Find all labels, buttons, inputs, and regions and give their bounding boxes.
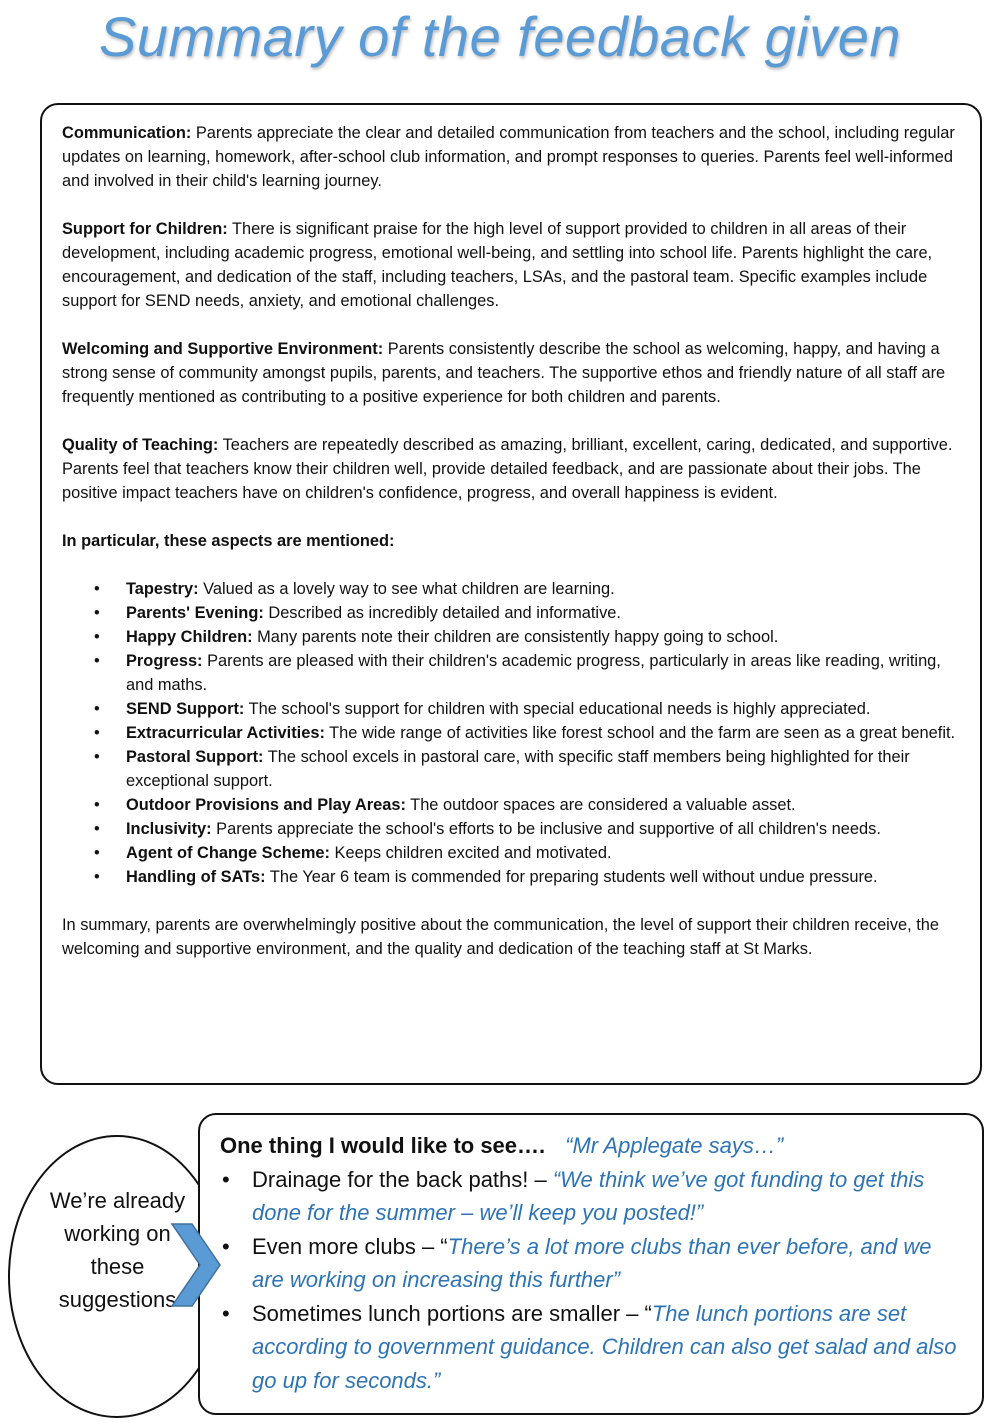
section-heading: Quality of Teaching: [62, 436, 219, 454]
suggestions-box [198, 1113, 984, 1415]
list-item: • SEND Support: The school's support for children with special educational needs is highly appreciated. [62, 697, 956, 721]
bullet-icon: • [94, 724, 100, 742]
section-text: Teachers are repeatedly described as amazing, brilliant, excellent, caring, dedicated, and supportive. Parents feel that teachers know their children well, provide detailed feedback, and are passionate about their jobs. The positive impact teachers have on children's confidence, progress, and overall happiness is evident. [62, 436, 953, 502]
list-item: • Parents' Evening: Described as incredibly detailed and informative. [62, 601, 956, 625]
bullet-icon: • [94, 604, 100, 622]
suggestion-response: There’s a lot more clubs than ever before, and we are working on increasing this further” [252, 1233, 932, 1292]
bullet-icon: • [94, 580, 100, 598]
mr-applegate-says: “Mr Applegate says…” [565, 1133, 784, 1158]
suggestion-response: The lunch portions are set according to government guidance. Children can also get salad and also go up for seconds.” [252, 1300, 957, 1393]
summary-paragraph [62, 217, 956, 313]
list-item: • Pastoral Support: The school excels in pastoral care, with specific staff members being highlighted for their exceptional support. [62, 745, 956, 793]
bullet-icon: • [94, 700, 100, 718]
list-item: • Tapestry: Valued as a lovely way to see what children are learning. [62, 577, 956, 601]
bullet-icon: • [222, 1233, 230, 1259]
bullet-icon: • [94, 844, 100, 862]
suggestion-request: Even more clubs – “ [252, 1233, 448, 1259]
suggestions-title: One thing I would like to see…. [220, 1133, 546, 1158]
section-text: Parents appreciate the clear and detailed communication from teachers and the school, including regular updates on learning, homework, after-school club information, and prompt responses to queries. Parents feel well-informed and involved in their child's learning journey. [62, 124, 955, 190]
suggestion-item [220, 1163, 964, 1230]
chevron-right-icon [170, 1222, 222, 1308]
suggestion-item [220, 1297, 964, 1398]
aspects-heading: In particular, these aspects are mentioned: [62, 532, 395, 550]
bullet-icon: • [94, 652, 100, 670]
list-item: • Agent of Change Scheme: Keeps children excited and motivated. [62, 841, 956, 865]
list-item: • Progress: Parents are pleased with their children's academic progress, particularly in areas like reading, writing, and maths. [62, 649, 956, 697]
page-title: Summary of the feedback given [98, 5, 902, 68]
suggestion-item [220, 1230, 964, 1297]
list-item: • Extracurricular Activities: The wide range of activities like forest school and the farm are seen as a great benefit. [62, 721, 956, 745]
section-text: There is significant praise for the high level of support provided to children in all areas of their development, including academic progress, emotional well-being, and settling into school life. Parents highlight the care, encouragement, and dedication of the staff, including teachers, LSAs, and the pastoral team. Specific examples include support for SEND needs, anxiety, and emotional challenges. [62, 220, 933, 310]
list-item: • Handling of SATs: The Year 6 team is commended for preparing students well without undue pressure. [62, 865, 956, 889]
section-text: Parents consistently describe the school as welcoming, happy, and having a strong sense of community amongst pupils, parents, and teachers. The supportive ethos and friendly nature of all staff are frequently mentioned as contributing to a positive experience for both children and parents. [62, 340, 946, 406]
aspects-list [62, 577, 956, 889]
bullet-icon: • [94, 820, 100, 838]
bullet-icon: • [222, 1300, 230, 1326]
list-item: • Happy Children: Many parents note their children are consistently happy going to school. [62, 625, 956, 649]
summary-paragraph [62, 433, 956, 505]
feedback-summary-box [40, 103, 982, 1085]
suggestions-list [220, 1163, 964, 1398]
bullet-icon: • [94, 628, 100, 646]
suggestion-response: “We think we’ve got funding to get this done for the summer – we’ll keep you posted!” [252, 1166, 925, 1225]
bullet-icon: • [222, 1166, 230, 1192]
working-on-text: We’re already working on these suggestions [49, 1188, 186, 1312]
suggestion-request: Drainage for the back paths! – [252, 1166, 553, 1192]
bullet-icon: • [94, 796, 100, 814]
suggestion-request: Sometimes lunch portions are smaller – “ [252, 1300, 652, 1326]
summary-paragraph [62, 121, 956, 193]
summary-closing: In summary, parents are overwhelmingly positive about the communication, the level of support their children receive, the welcoming and supportive environment, and the quality and dedication of the teaching staff at St Marks. [62, 916, 940, 958]
section-heading: Support for Children: [62, 220, 228, 238]
bullet-icon: • [94, 868, 100, 886]
list-item: • Inclusivity: Parents appreciate the school's efforts to be inclusive and supportive of all children's needs. [62, 817, 956, 841]
list-item: • Outdoor Provisions and Play Areas: The outdoor spaces are considered a valuable asset. [62, 793, 956, 817]
bullet-icon: • [94, 748, 100, 766]
section-heading: Communication: [62, 124, 192, 142]
summary-paragraph [62, 337, 956, 409]
suggestions-header [220, 1129, 964, 1163]
section-heading: Welcoming and Supportive Environment: [62, 340, 384, 358]
